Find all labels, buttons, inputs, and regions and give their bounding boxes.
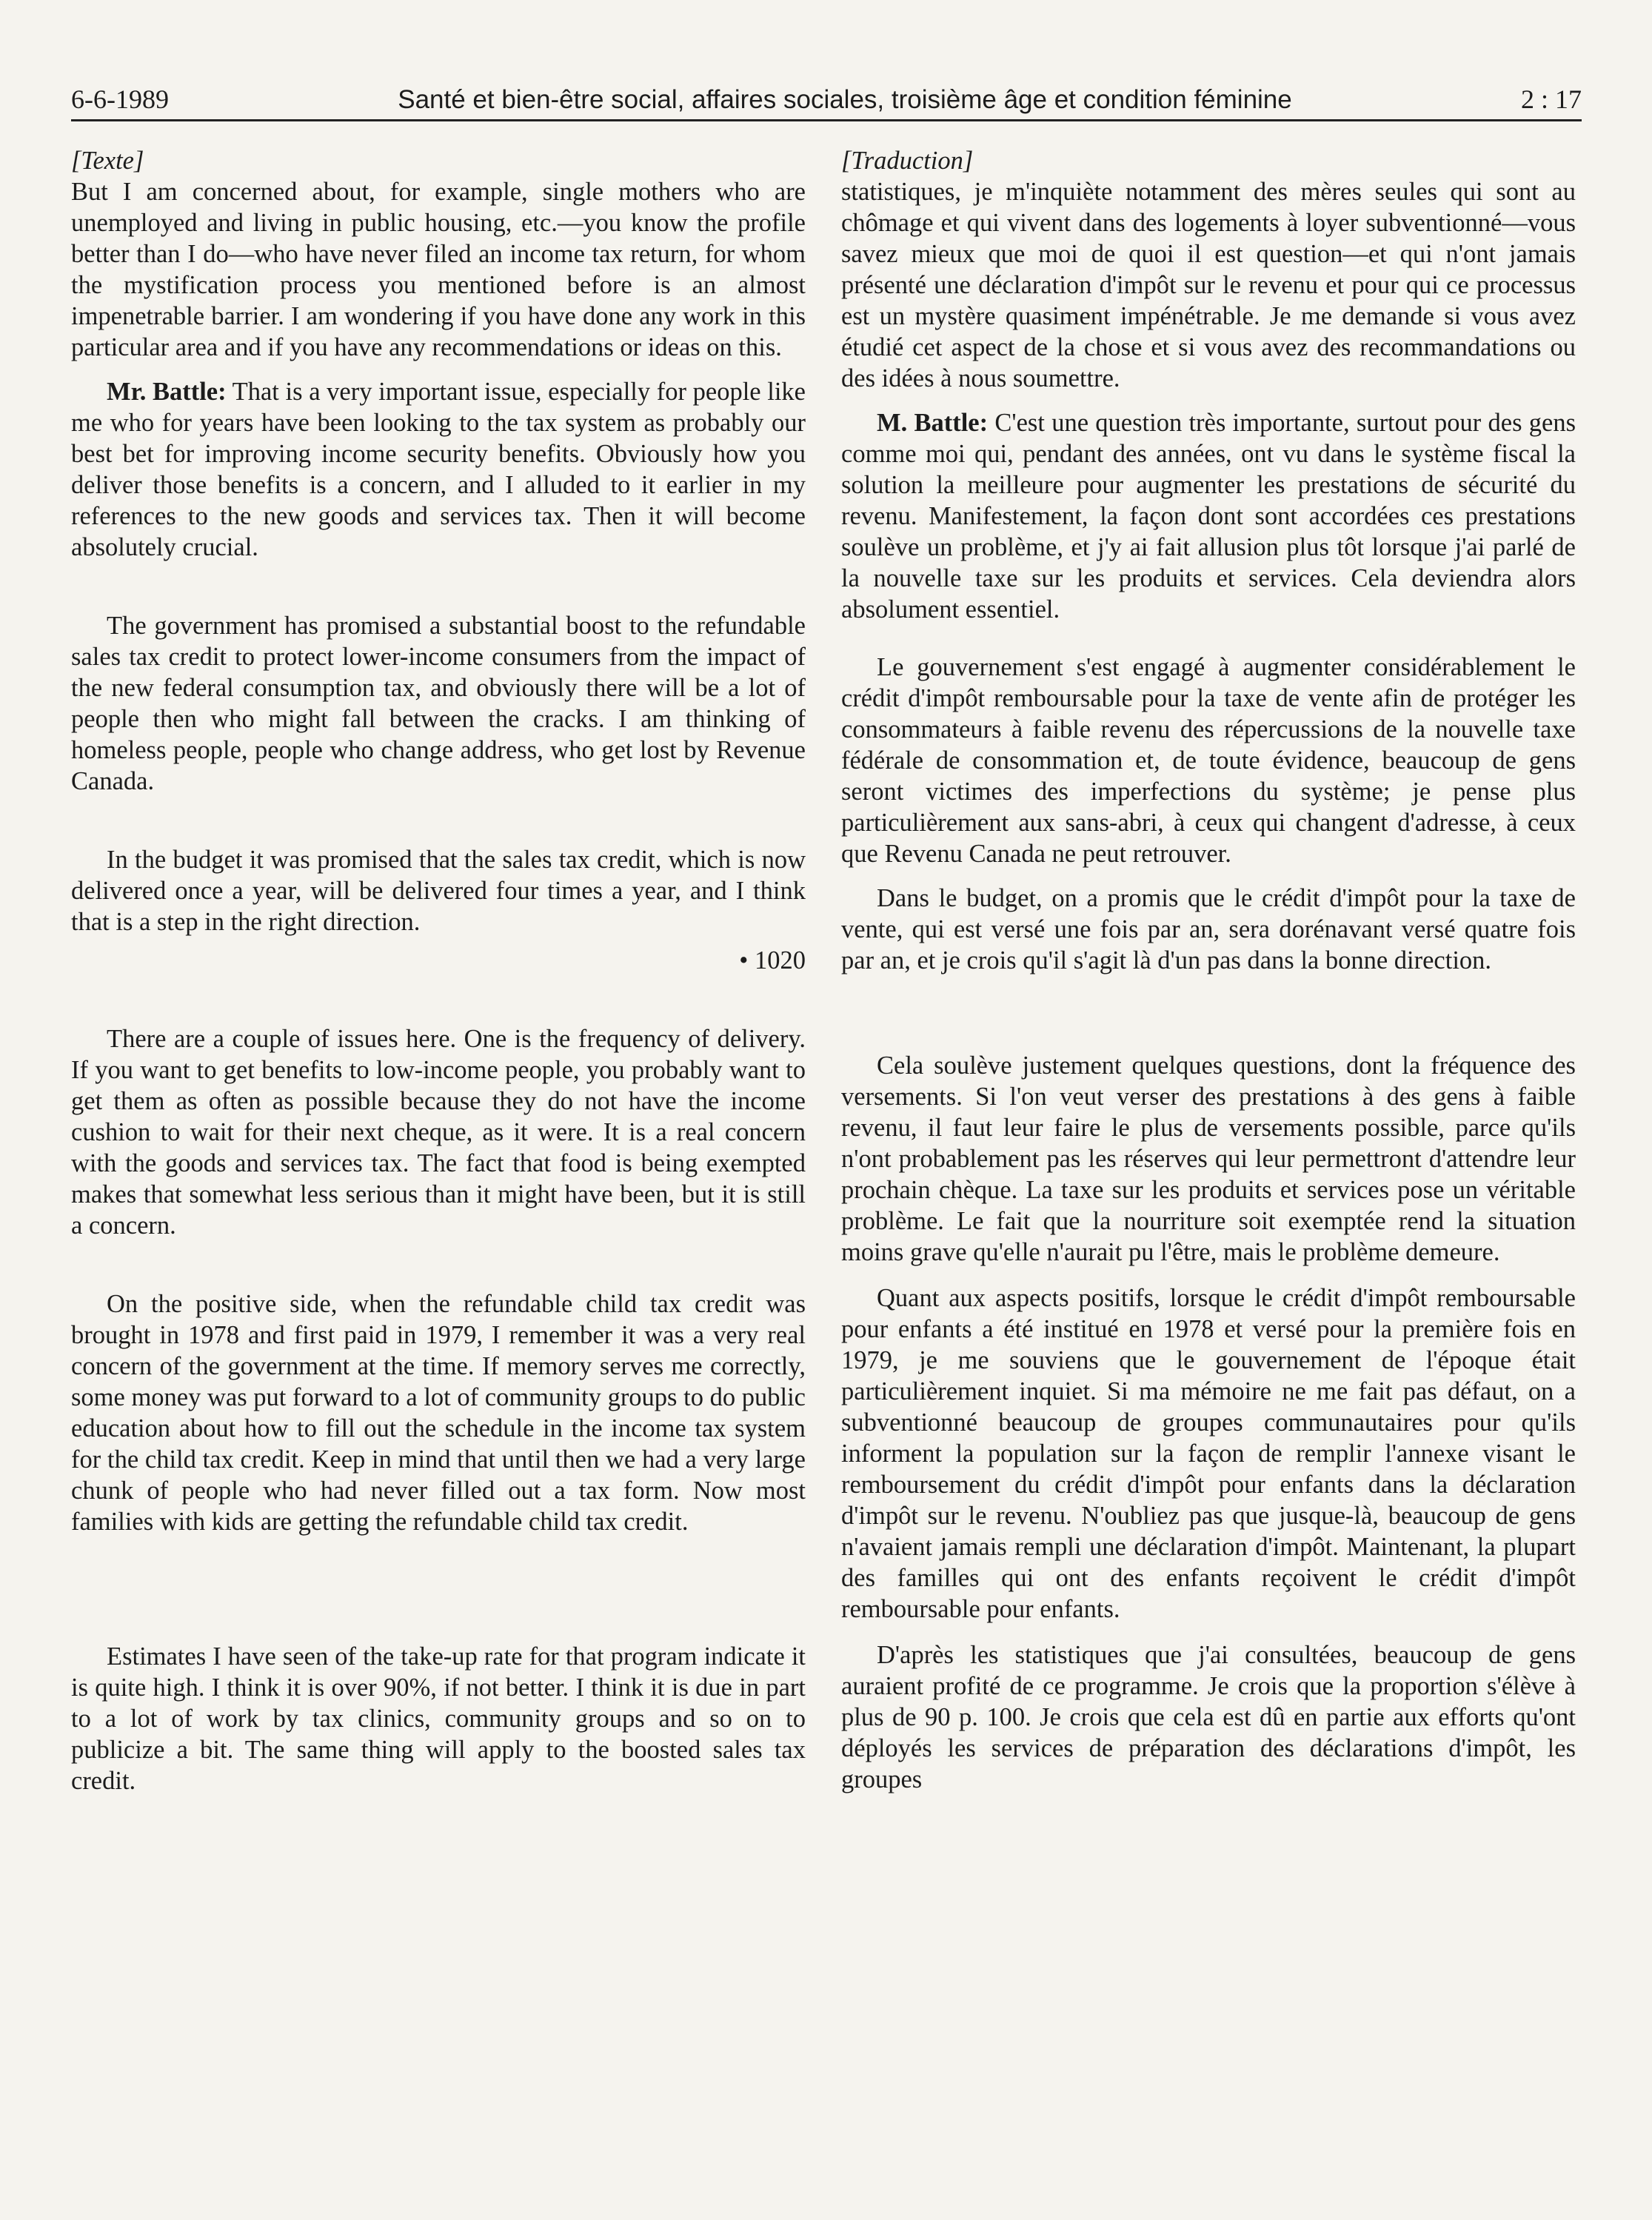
paragraph: In the budget it was promised that the sales tax credit, which is now delivered once a year, will be delivered four times a year, and I think that is a step in the right direction.: [71, 846, 806, 936]
paragraph-text: That is a very important issue, especially for people like me who for years have been looking to the tax system as probably our best bet for improving income security benefits. Obviously how you deliver those benefits is a concern, and I alluded to it earlier in my references to the new goods and services tax. Then it will become absolutely crucial.: [71, 378, 806, 561]
header-title: Santé et bien-être social, affaires sociales, troisième âge et condition féminine: [398, 85, 1292, 114]
paragraph-text: C'est une question très importante, surtout pour des gens comme moi qui, pendant des années, ont vu dans le système fiscal la solution la meilleure pour augmenter les prestations de sécurité du revenu. Manifestement, la façon dont sont accordées ces prestations soulève un problème, et j'y ai fait allusion plus tôt lorsque j'ai parlé de la nouvelle taxe sur les produits et services. Cela deviendra alors absolument essentiel.: [841, 409, 1576, 623]
time-marker: • 1020: [739, 946, 806, 974]
header-page-number: 2 : 17: [1520, 84, 1582, 114]
page-header: [71, 77, 1582, 121]
paragraph: On the positive side, when the refundable child tax credit was brought in 1978 and first paid in 1979, I remember it was a very real concern of the government at the time. If memory serves me correctly, some money was put forward to a lot of community groups to do public education about how to fill out the schedule in the income tax system for the child tax credit. Keep in mind that until then we had a very large chunk of people who had never filled out a tax form. Now most families with kids are getting the refundable child tax credit.: [71, 1290, 806, 1536]
paragraph: Quant aux aspects positifs, lorsque le crédit d'impôt remboursable pour enfants a été institué en 1978 et versé pour la première fois en 1979, je me souviens que le gouvernement de l'époque était particulièrement inquiet. Si ma mémoire ne me fait pas défaut, on a subventionné beaucoup de groupes communautaires pour qu'ils informent la population sur la façon de remplir l'annexe visant le remboursement du crédit d'impôt pour enfants dans la déclaration d'impôt sur le revenu. N'oubliez pas que jusque-là, beaucoup de gens n'avaient jamais rempli une déclaration d'impôt. Maintenant, la plupart des familles qui ont des enfants reçoivent le crédit d'impôt remboursable pour enfants.: [841, 1284, 1576, 1623]
speaker-paragraph: [71, 376, 806, 563]
paragraph: Dans le budget, on a promis que le crédit d'impôt pour la taxe de vente, qui est versé une fois par an, sera dorénavant versé quatre fois par an, et je crois qu'il s'agit là d'un pas dans la bonne direction.: [841, 884, 1576, 974]
paragraph: But I am concerned about, for example, single mothers who are unemployed and living in public housing, etc.—you know the profile better than I do—who have never filed an income tax return, for whom the mystification process you mentioned before is an almost impenetrable barrier. I am wondering if you have done any work in this particular area and if you have any recommendations or ideas on this.: [71, 178, 806, 361]
paragraph: statistiques, je m'inquiète notamment des mères seules qui sont au chômage et qui vivent dans des logements à loyer subventionné—vous savez mieux que moi de quoi il est question—et qui n'ont jamais présenté une déclaration d'impôt sur le revenu et pour qui ce processus est un mystère quasiment impénétrable. Je me demande si vous avez étudié cet aspect de la chose et si vous avez des recommandations ou des idées à nous soumettre.: [841, 178, 1576, 392]
right-column: [841, 145, 1576, 1795]
speaker-name: M. Battle:: [877, 409, 989, 437]
paragraph: The government has promised a substantial boost to the refundable sales tax credit to protect lower-income consumers from the impact of the new federal consumption tax, and obviously there will be a lot of people then who might fall between the cracks. I am thinking of homeless people, people who change address, who get lost by Revenue Canada.: [71, 612, 806, 795]
language-label: [Texte]: [71, 147, 144, 175]
language-label: [Traduction]: [841, 147, 974, 175]
paragraph: Le gouvernement s'est engagé à augmenter considérablement le crédit d'impôt remboursable pour la taxe de vente afin de protéger les consommateurs à faible revenu des répercussions de la nouvelle taxe fédérale de consommation et, de toute évidence, beaucoup de gens seront victimes des imperfections du système; je pense plus particulièrement aux sans-abri, à ceux qui changent d'adresse, à ceux que Revenu Canada ne peut retrouver.: [841, 653, 1576, 868]
paragraph: There are a couple of issues here. One is the frequency of delivery. If you want to get benefits to low-income people, you probably want to get them as often as possible because they do not have the income cushion to wait for their next cheque, as it were. It is a real concern with the goods and services tax. The fact that food is being exempted makes that somewhat less serious than it might have been, but it is still a concern.: [71, 1025, 806, 1240]
header-date: 6-6-1989: [71, 84, 169, 114]
speaker-paragraph: [841, 407, 1576, 625]
paragraph: Estimates I have seen of the take-up rate for that program indicate it is quite high. I think it is over 90%, if not better. I think it is due in part to a lot of work by tax clinics, community groups and so on to publicize a bit. The same thing will apply to the boosted sales tax credit.: [71, 1642, 806, 1795]
paragraph: D'après les statistiques que j'ai consultées, beaucoup de gens auraient profité de ce programme. Je crois que la proportion s'élève à plus de 90 p. 100. Je crois que cela est dû en partie aux efforts qu'ont déployés les services de préparation des déclarations d'impôt, les groupes: [841, 1641, 1576, 1793]
paragraph: Cela soulève justement quelques questions, dont la fréquence des versements. Si l'on veut verser des prestations à des gens à faible revenu, il faut leur faire le plus de versements possible, parce qu'ils n'ont probablement pas les réserves qui leur permettront d'attendre leur prochain chèque. La taxe sur les produits et services pose un véritable problème. Le fait que la nourriture soit exemptée rend la situation moins grave qu'elle n'aurait pu l'être, mais le problème demeure.: [841, 1052, 1576, 1266]
left-column: [71, 145, 806, 1796]
speaker-name: Mr. Battle:: [107, 378, 227, 406]
